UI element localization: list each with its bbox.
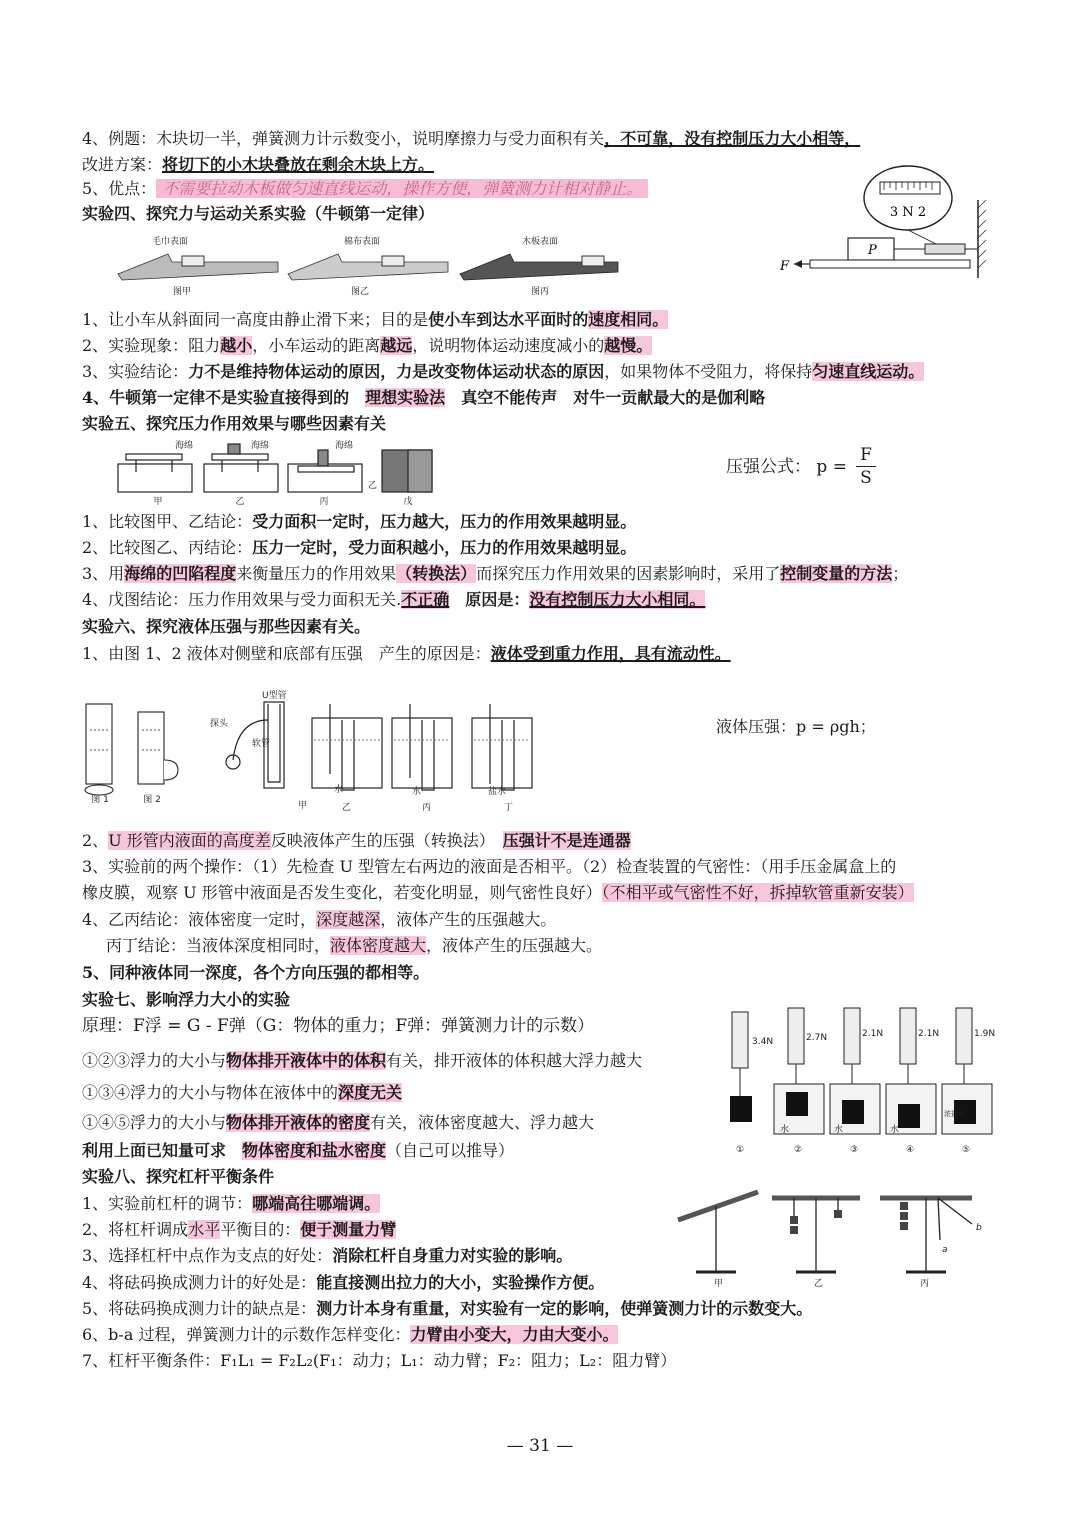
highlight-text: 不正确 — [401, 590, 450, 609]
highlight-text: （转换法） — [396, 564, 477, 583]
text: ； — [892, 564, 909, 583]
fig-label: 丙 — [422, 803, 432, 813]
text: 反映液体产生的压强（转换法） — [270, 831, 487, 850]
meter-5 — [942, 1008, 995, 1155]
text: 4、戊图结论：压力作用效果与受力面积无关. — [82, 590, 402, 609]
exp5-line-2 — [82, 537, 636, 559]
formula-p: p = — [816, 457, 847, 477]
text: ，小车运动的距离 — [252, 336, 381, 355]
text: 1、让小车从斜面同一高度由静止滑下来；目的是 — [82, 310, 429, 329]
meter-2 — [774, 1008, 827, 1155]
fig-label: 图甲 — [172, 287, 192, 297]
liquid: 水 — [834, 1125, 844, 1135]
liquid: 水 — [780, 1125, 790, 1135]
highlight-text: 便于测量力臂 — [300, 1220, 397, 1239]
label: ③ — [849, 1145, 859, 1155]
exp7-title: 实验七、影响浮力大小的实验 — [82, 990, 291, 1009]
highlight-text: 控制变量的方法 — [780, 564, 893, 583]
label-a: a — [942, 1245, 948, 1255]
text: 5、优点： — [82, 179, 157, 198]
highlight-text: 海绵的凹陷程度 — [124, 564, 237, 583]
text: ，如果物体不受阻力，将保持 — [604, 362, 813, 381]
exp5-line-3 — [82, 563, 908, 585]
exp4-title: 实验四、探究力与运动关系实验（牛顿第一定律） — [82, 204, 435, 223]
highlight-text: 不需要拉动木板做匀速直线运动，操作方便，弹簧测力计相对静止。 — [156, 179, 648, 198]
text: 丙丁结论：当液体深度相同时， — [106, 936, 331, 955]
text-bold: 受力面积一定时，压力越大，压力的作用效果越明显。 — [252, 512, 637, 531]
exp4-line-3 — [82, 361, 924, 383]
friction-line-4 — [82, 128, 860, 150]
probe-label: 探头 — [210, 719, 229, 729]
fig-label: 乙 — [814, 1279, 824, 1288]
exp8-line-5 — [82, 1298, 812, 1320]
exp4-ramp-figure — [112, 232, 632, 298]
ramp-cotton — [288, 235, 448, 297]
fig-label: 图 1 — [91, 795, 109, 805]
exp6-line-3b — [82, 882, 914, 904]
highlight-text: 没有控制压力大小相同。 — [529, 590, 706, 609]
highlight-text: 深度越深 — [316, 910, 381, 929]
fig-label: 丙 — [319, 497, 329, 507]
exp8-line-7: 7、杠杆平衡条件：F₁L₁ = F₂L₂(F₁：动力；L₁：动力臂；F₂：阻力；L₂：阻力臂） — [82, 1351, 677, 1370]
label: ② — [793, 1145, 803, 1155]
text: 2、 — [82, 831, 109, 850]
exp8-line-2 — [82, 1219, 396, 1241]
text: 1、比较图甲、乙结论： — [82, 512, 253, 531]
exp7-principle: 原理：F浮 = G - F弹（G：物体的重力；F弹：弹簧测力计的示数） — [82, 1016, 595, 1036]
exp6-line-1 — [82, 643, 731, 665]
pressure-formula — [726, 456, 847, 478]
exp7-conclusion-3 — [82, 1112, 594, 1134]
fig-label: 图乙 — [350, 287, 370, 297]
highlight-text: 物体密度和盐水密度 — [242, 1141, 387, 1160]
text: 真空不能传声 — [461, 388, 558, 407]
highlight-text: U 形管内液面的高度差 — [108, 831, 271, 850]
friction-apparatus-figure — [780, 160, 1000, 285]
text: 有关，排开液体的体积越大浮力越大 — [386, 1051, 643, 1070]
reading: 3.4N — [752, 1037, 774, 1047]
text: ，液体产生的压强越大。 — [426, 936, 603, 955]
exp6-line-4b — [106, 935, 602, 957]
fig-label: 乙 — [342, 803, 352, 813]
fig-label: 甲 — [714, 1279, 724, 1288]
meter-1 — [730, 1012, 773, 1155]
liquid-label: 水 — [334, 785, 344, 795]
liquid-pressure-formula: 液体压强：p = ρgh； — [716, 717, 876, 736]
text: 5、将砝码换成测力计的缺点是： — [82, 1299, 317, 1318]
exp8-lever-figure — [676, 1180, 996, 1288]
text-bold: 压力一定时，受力面积越小，压力的作用效果越明显。 — [252, 538, 637, 557]
surface-label: 木板表面 — [521, 237, 559, 247]
highlight-text: 深度无关 — [338, 1083, 403, 1102]
text-bold: 消除杠杆自身重力对实验的影响。 — [332, 1246, 573, 1265]
utube-label: U型管 — [262, 691, 287, 701]
exp7-conclusion-1 — [82, 1050, 642, 1072]
highlight-text: 压强计不是连通器 — [502, 831, 631, 850]
denominator: S — [860, 468, 872, 488]
highlight-text: 越远 — [380, 336, 413, 355]
fig-label: 图 2 — [143, 795, 161, 805]
highlight-text: 速度相同。 — [588, 310, 669, 329]
exp5-line-4 — [82, 589, 705, 611]
exp6-pressure-figure — [80, 690, 540, 818]
text-bold: 原因是： — [465, 590, 530, 609]
text: 2、实验现象：阻力 — [82, 336, 221, 355]
text: 3、用 — [82, 564, 125, 583]
label-b: b — [976, 1223, 982, 1233]
exp6-line-5: 5、同种液体同一深度，各个方向压强的都相等。 — [82, 963, 430, 982]
exp6-title: 实验六、探究液体压强与那些因素有关。 — [82, 617, 371, 636]
text-bold: 力不是维持物体运动的原因，力是改变物体运动状态的原因 — [188, 362, 605, 381]
exp6-line-2 — [82, 830, 631, 852]
fig-label: 戊 — [403, 497, 413, 507]
exp4-line-2 — [82, 335, 652, 357]
liquid: 浓盐水 — [944, 1110, 965, 1118]
highlight-text: 匀速直线运动。 — [812, 362, 925, 381]
text: ，说明物体运动速度减小的 — [412, 336, 605, 355]
exp5-sponge-figure — [112, 436, 442, 508]
text: 2、将杠杆调成 — [82, 1220, 189, 1239]
text: ①④⑤浮力的大小与 — [82, 1113, 227, 1132]
text: 平衡目的： — [220, 1220, 301, 1239]
fig-label: 乙 — [235, 497, 245, 507]
text: 改进方案： — [82, 155, 163, 174]
reading: 2.1N — [862, 1029, 884, 1039]
label: ④ — [905, 1145, 915, 1155]
sponge-label: 海绵 — [334, 441, 354, 451]
meter-4 — [886, 1008, 939, 1155]
highlight-text: 越小 — [220, 336, 253, 355]
exp6-line-4 — [82, 909, 556, 931]
highlight-text: 越慢。 — [604, 336, 653, 355]
label: ① — [735, 1145, 745, 1155]
text: ①③④浮力的大小与物体在液体中的 — [82, 1083, 339, 1102]
fig-label: 丙 — [920, 1279, 930, 1288]
text: 4、将砝码换成测力计的好处是： — [82, 1273, 317, 1292]
text: 而探究压力作用效果的因素影响时，采用了 — [476, 564, 781, 583]
text: 2、比较图乙、丙结论： — [82, 538, 253, 557]
text: 对牛一贡献最大的是伽利略 — [573, 388, 766, 407]
text: （自己可以推导） — [386, 1141, 515, 1160]
friction-line-4b — [82, 154, 434, 176]
text: 有关，液体密度越大、浮力越大 — [370, 1113, 595, 1132]
exp4-line-1 — [82, 309, 668, 331]
fig-label: 乙 — [368, 481, 378, 491]
text: 4、例题：木块切一半，弹簧测力计示数变小，说明摩擦力与受力面积有关 — [82, 129, 605, 148]
highlight-text: 物体排开液体的密度 — [226, 1113, 371, 1132]
page-number: — 31 — — [506, 1436, 574, 1456]
ramp-towel — [118, 235, 278, 297]
text: 6、b-a 过程，弹簧测力计的示数作怎样变化： — [82, 1325, 411, 1344]
reading: 1.9N — [974, 1029, 996, 1039]
exp5-title: 实验五、探究压力作用效果与哪些因素有关 — [82, 414, 387, 433]
text-bold: 利用上面已知量可求 — [82, 1141, 227, 1160]
highlight-text: 液体密度越大 — [330, 936, 427, 955]
highlight-text: 物体排开液体中的体积 — [226, 1051, 387, 1070]
highlight-text: 力臂由小变大，力由大变小。 — [410, 1325, 619, 1344]
highlight-text: 理想实验法 — [365, 388, 446, 407]
text: 3、实验结论： — [82, 362, 189, 381]
reading: 2.1N — [918, 1029, 940, 1039]
exp8-line-6 — [82, 1324, 618, 1346]
scale-reading: 3 N 2 — [889, 205, 927, 220]
sponge-label: 海绵 — [250, 441, 270, 451]
formula-label: 压强公式： — [726, 457, 811, 477]
highlight-text: 水平 — [188, 1220, 221, 1239]
text: 4、乙丙结论：液体密度一定时， — [82, 910, 317, 929]
exp8-line-3 — [82, 1245, 572, 1267]
exp5-line-1 — [82, 511, 636, 533]
surface-label: 棉布表面 — [343, 237, 381, 247]
hose-label: 软管 — [252, 739, 271, 749]
numerator: F — [856, 444, 876, 467]
text: 3、选择杠杆中点作为支点的好处： — [82, 1246, 333, 1265]
exp4-line-4 — [82, 387, 765, 409]
liquid: 水 — [890, 1125, 900, 1135]
text: ，液体产生的压强越大。 — [380, 910, 557, 929]
fig-label: 图丙 — [530, 287, 550, 297]
label: ⑤ — [961, 1145, 971, 1155]
text: 橡皮膜，观察 U 形管中液面是否发生变化，若变化明显，则气密性良好） — [82, 883, 602, 902]
highlight-text: （不相平或气密性不好，拆掉软管重新安装） — [601, 883, 914, 902]
exp8-title: 实验八、探究杠杆平衡条件 — [82, 1167, 275, 1186]
force-label: F — [780, 259, 790, 274]
friction-line-5 — [82, 178, 648, 200]
exp6-line-3: 3、实验前的两个操作：（1）先检查 U 型管左右两边的液面是否相平。（2）检查装置的气密性：（用手压金属盒上的 — [82, 857, 897, 876]
exp7-buoyancy-figure — [720, 1004, 1010, 1158]
text-bold: 液体受到重力作用，具有流动性。 — [490, 644, 731, 663]
text-bold: 测力计本身有重量，对实验有一定的影响，使弹簧测力计的示数变大。 — [316, 1299, 813, 1318]
text: 1、实验前杠杆的调节： — [82, 1194, 253, 1213]
reading: 2.7N — [806, 1033, 828, 1043]
ramp-wood — [460, 235, 618, 297]
exp7-conclusion-4 — [82, 1140, 514, 1162]
text: ①②③浮力的大小与 — [82, 1051, 227, 1070]
text: 1、由图 1、2 液体对侧壁和底部有压强 产生的原因是： — [82, 644, 491, 663]
text: 来衡量压力的作用效果 — [236, 564, 397, 583]
liquid-label: 盐水 — [488, 787, 507, 797]
text: 4、牛顿第一定律不是实验直接得到的 — [82, 388, 350, 407]
text-bold: 能直接测出拉力的大小，实验操作方便。 — [316, 1273, 605, 1292]
exp7-conclusion-2 — [82, 1082, 402, 1104]
highlight-text: 哪端高往哪端调。 — [252, 1194, 381, 1213]
text-bold: 使小车到达水平面时的 — [428, 310, 589, 329]
fig-label: 甲 — [298, 801, 308, 811]
meter-3 — [830, 1008, 883, 1155]
sponge-label: 海绵 — [174, 441, 194, 451]
liquid-label: 水 — [412, 787, 422, 797]
text-bold: 将切下的小木块叠放在剩余木块上方。 — [162, 155, 435, 174]
fig-label: 丁 — [504, 803, 514, 813]
surface-label: 毛巾表面 — [151, 237, 189, 247]
fig-label: 甲 — [153, 497, 163, 507]
exp8-line-4 — [82, 1272, 604, 1294]
pressure-fraction — [856, 444, 876, 489]
block-label: P — [868, 243, 877, 258]
text-bold: ，不可靠，没有控制压力大小相等， — [604, 129, 861, 148]
exp8-line-1 — [82, 1193, 380, 1215]
